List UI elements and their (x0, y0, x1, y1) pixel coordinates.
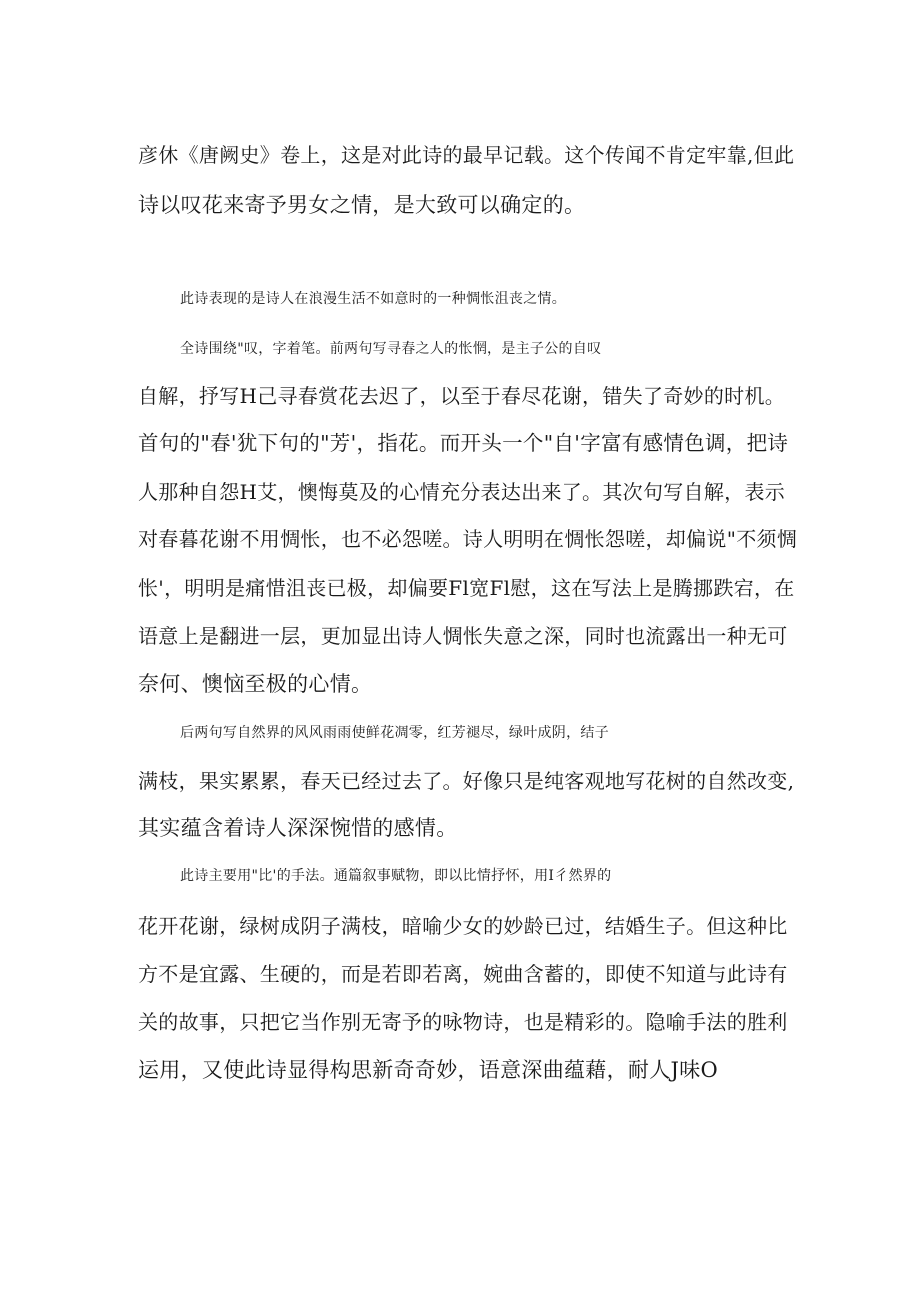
paragraph-5-line-1: 此诗主要用"比'的手法。通篇叙事赋物，即以比情抒怀，用I彳然界的 (180, 868, 612, 884)
paragraph-1-line-1: 彦休《唐阙史》卷上，这是对此诗的最早记载。这个传闻不肯定牢靠,但此 (138, 143, 795, 167)
paragraph-4-line-1: 后两句写自然界的风风雨雨使鲜花凋零，红芳褪尽，绿叶成阴，结子 (180, 725, 609, 741)
paragraph-3-line-2: 自解，抒写H己寻春赏花去迟了，以至于春尽花谢，错失了奇妙的时机。 (138, 384, 786, 408)
paragraph-5-line-3: 方不是宜露、生硬的，而是若即若离，婉曲含蓄的，即使不知道与此诗有 (138, 962, 788, 986)
paragraph-5-line-5: 运用，又使此诗显得构思新奇奇妙，语意深曲蕴藉，耐人J味O (138, 1058, 719, 1082)
paragraph-3-line-8: 奈何、懊恼至极的心情。 (138, 672, 373, 696)
paragraph-1-line-2: 诗以叹花来寄予男女之情，是大致可以确定的。 (138, 193, 586, 217)
paragraph-3-line-5: 对春暮花谢不用惆怅，也不必怨嗟。诗人明明在惆怅怨嗟，却偏说"不须惆 (138, 527, 798, 551)
paragraph-3-line-7: 语意上是翻进一层，更加显出诗人惆怅失意之深，同时也流露出一种无可 (138, 624, 788, 648)
paragraph-5-line-4: 关的故事，只把它当作别无寄予的咏物诗，也是精彩的。隐喻手法的胜利 (138, 1010, 788, 1034)
paragraph-3-line-1: 全诗围绕"叹，字着笔。前两句写寻春之人的怅惘，是主子公的自叹 (180, 341, 602, 357)
paragraph-3-line-3: 首句的"春'犹下句的"芳'，指花。而开头一个"自'字富有感情色调，把诗 (138, 431, 789, 455)
paragraph-5-line-2: 花开花谢，绿树成阴子满枝，暗喻少女的妙龄已过，结婚生子。但这种比 (138, 914, 788, 938)
paragraph-4-line-3: 其实蕴含着诗人深深惋惜的感情。 (138, 816, 458, 840)
paragraph-4-line-2: 满枝，果实累累，春天已经过去了。好像只是纯客观地写花树的自然改变, (138, 769, 795, 793)
paragraph-3-line-6: 怅'，明明是痛惜沮丧已极，却偏要Fl宽Fl慰，这在写法上是腾挪跌宕，在 (138, 576, 795, 600)
paragraph-3-line-4: 人那种自怨H艾，懊悔莫及的心情充分表达出来了。其次句写自解，表示 (138, 480, 786, 504)
paragraph-2-line-1: 此诗表现的是诗人在浪漫生活不如意时的一种惆怅沮丧之情。 (180, 291, 567, 307)
